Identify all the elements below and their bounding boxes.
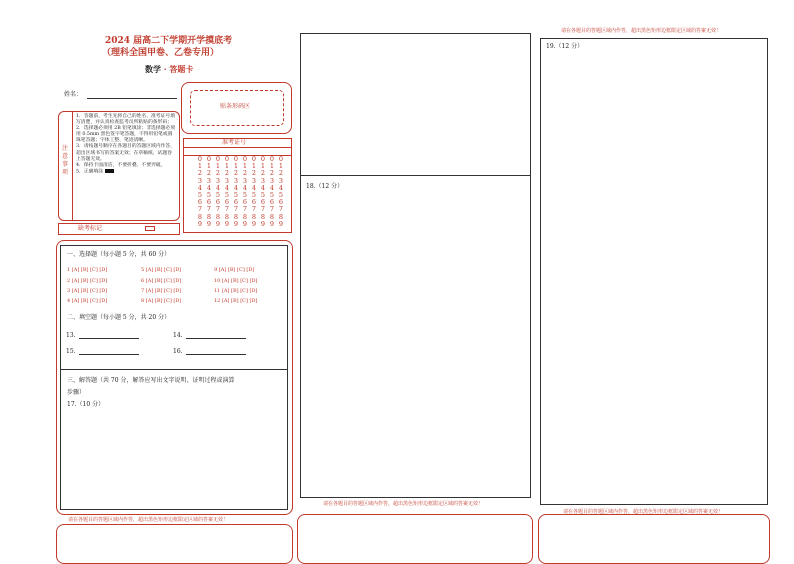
mc-question[interactable]: 5 [A] [B] [C] [D] xyxy=(141,267,182,273)
absent-label: 缺考标记 xyxy=(78,225,103,232)
filled-mark-icon xyxy=(105,169,114,173)
fill-blank-13-label: 13. xyxy=(66,332,76,339)
warning-text: 请在各题目的答题区域内作答，超出黑色矩形边框限定区域的答案无效！ xyxy=(68,517,229,523)
note-item-text: 5．正确填涂 xyxy=(76,169,104,175)
question-18-label: 18.（12 分） xyxy=(306,183,344,190)
fill-blank-15-label: 15. xyxy=(66,348,76,355)
mc-question[interactable]: 4 [A] [B] [C] [D] xyxy=(67,298,108,304)
section1-title: 一、选择题（每小题 5 分，共 60 分） xyxy=(67,251,171,258)
fill-blank-13-field[interactable] xyxy=(79,338,139,339)
note-item: 2．选择题必须用 2B 铅笔填涂；非选择题必须用 0.5mm 黑色签字笔答题，不得用铅笔或圆珠笔答题；字体工整、笔迹清晰。 xyxy=(76,126,176,144)
fill-blank-14-label: 14. xyxy=(173,332,183,339)
answer-area-middle xyxy=(300,33,531,498)
fill-blank-15-field[interactable] xyxy=(79,354,139,355)
mc-question[interactable]: 3 [A] [B] [C] [D] xyxy=(67,288,108,294)
mc-question[interactable]: 9 [A] [B] [C] [D] xyxy=(214,267,255,273)
next-page-frame xyxy=(297,514,533,564)
mc-question[interactable]: 2 [A] [B] [C] [D] xyxy=(67,278,108,284)
exam-subtitle: （理科全国甲卷、乙卷专用） xyxy=(102,48,220,58)
question-17-label: 17.（10 分） xyxy=(67,401,105,408)
digit-column[interactable]: 0 1 2 3 4 5 6 7 8 9 xyxy=(278,155,284,228)
section3-title-cont: 步骤） xyxy=(67,389,86,396)
absent-box xyxy=(58,223,180,235)
mc-question[interactable]: 6 [A] [B] [C] [D] xyxy=(141,278,182,284)
exam-number-divider xyxy=(183,147,292,148)
exam-number-label: 准考证号 xyxy=(222,139,247,146)
digit-column[interactable]: 0 1 2 3 4 5 6 7 8 9 xyxy=(224,155,230,228)
warning-text: 请在各题目的答题区域内作答，超出黑色矩形边框限定区域的答案无效！ xyxy=(563,509,724,515)
warning-text: 请在各题目的答题区域内作答，超出黑色矩形边框限定区域的答案无效！ xyxy=(323,501,484,507)
digit-column[interactable]: 0 1 2 3 4 5 6 7 8 9 xyxy=(251,155,257,228)
next-page-frame xyxy=(538,514,770,564)
question-divider xyxy=(300,175,531,176)
notes-divider xyxy=(72,111,73,221)
next-page-frame xyxy=(56,524,293,564)
digit-column[interactable]: 0 1 2 3 4 5 6 7 8 9 xyxy=(215,155,221,228)
note-item xyxy=(76,169,176,176)
name-label: 姓名： xyxy=(64,91,83,98)
notes-heading: 注意事项 xyxy=(61,145,68,176)
digit-column[interactable]: 0 1 2 3 4 5 6 7 8 9 xyxy=(260,155,266,228)
digit-column[interactable]: 0 1 2 3 4 5 6 7 8 9 xyxy=(197,155,203,228)
name-field[interactable] xyxy=(87,98,177,99)
mc-question[interactable]: 11 [A] [B] [C] [D] xyxy=(214,288,258,294)
question-19-label: 19.（12 分） xyxy=(546,43,584,50)
fill-blank-16-label: 16. xyxy=(173,348,183,355)
section-divider xyxy=(60,369,288,370)
mc-question[interactable]: 8 [A] [B] [C] [D] xyxy=(141,298,182,304)
note-item: 1．答题前，考生先将自己的姓名、准考证号填写清楚，并认真检查监考员所粘贴的条形码； xyxy=(76,114,175,126)
warning-text: 请在各题目的答题区域内作答，超出黑色矩形边框限定区域的答案无效！ xyxy=(561,28,722,34)
answer-area-right xyxy=(540,38,768,505)
exam-title: 2024 届高二下学期开学摸底考 xyxy=(105,36,233,46)
mc-question[interactable]: 12 [A] [B] [C] [D] xyxy=(214,298,258,304)
note-item: 3．请按题号顺序在各题目的答题区域内作答，超出区域书写的答案无效；在草稿纸、试题卷上答题无效。 xyxy=(76,144,175,162)
fill-blank-14-field[interactable] xyxy=(186,338,246,339)
digit-column[interactable]: 0 1 2 3 4 5 6 7 8 9 xyxy=(242,155,248,228)
barcode-label: 贴条形码区 xyxy=(220,103,251,110)
notes-list xyxy=(76,114,176,175)
card-label: 答题卡 xyxy=(169,64,194,74)
note-item: 4．保持卡面清洁，不要折叠、不要弄破。 xyxy=(76,162,166,168)
digit-column[interactable]: 0 1 2 3 4 5 6 7 8 9 xyxy=(206,155,212,228)
digit-column[interactable]: 0 1 2 3 4 5 6 7 8 9 xyxy=(269,155,275,228)
mc-question[interactable]: 7 [A] [B] [C] [D] xyxy=(141,288,182,294)
subject-name: 数学 xyxy=(145,64,161,74)
mc-question[interactable]: 1 [A] [B] [C] [D] xyxy=(67,267,108,273)
mc-question[interactable]: 10 [A] [B] [C] [D] xyxy=(214,278,258,284)
fill-blank-16-field[interactable] xyxy=(186,354,246,355)
section2-title: 二、填空题（每小题 5 分，共 20 分） xyxy=(67,314,171,321)
section3-title: 三、解答题（共 70 分，解答应写出文字说明、证明过程或演算 xyxy=(67,377,235,384)
subject-label: 数学 · 答题卡 xyxy=(145,64,194,74)
absent-checkbox[interactable] xyxy=(145,226,155,231)
digit-column[interactable]: 0 1 2 3 4 5 6 7 8 9 xyxy=(233,155,239,228)
